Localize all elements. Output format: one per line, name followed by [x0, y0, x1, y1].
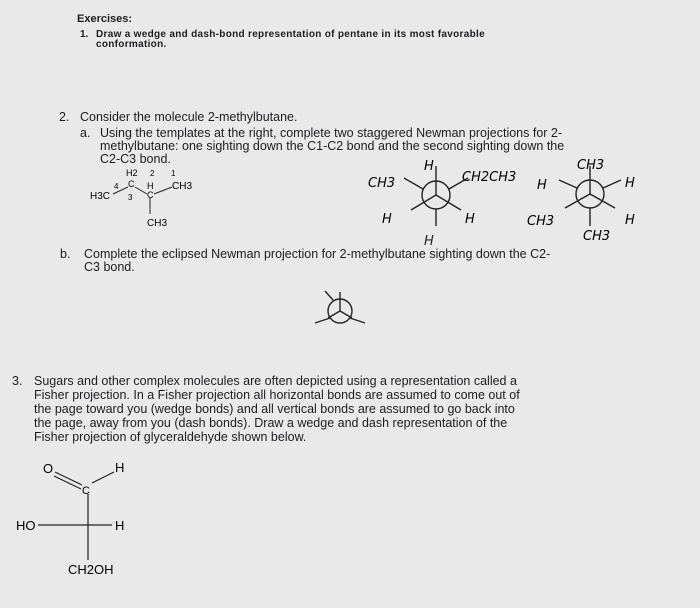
fisher-h-right: H [115, 518, 125, 533]
n1-top-center: H [424, 159, 434, 174]
newman-b-h-label: H [424, 234, 434, 249]
n2-bottom-left: CH3 [527, 214, 555, 229]
fisher-ho: HO [16, 518, 36, 533]
methylbutane-structure [84, 165, 219, 235]
c3-number: 3 [128, 193, 133, 202]
q2a-line3: C2-C3 bond. [100, 152, 171, 166]
fisher-o: O [43, 461, 54, 476]
n1-top-left: CH3 [368, 176, 396, 191]
q3-line4: the page, away from you (dash bonds). Draw a wedge and dash representation of the [34, 416, 508, 430]
q2a-label: a. [80, 126, 91, 140]
fisher-h-top: H [115, 460, 125, 475]
n2-bottom-right: H [625, 213, 635, 228]
q1-text-line1: Draw a wedge and dash-bond representation of pentane in its most favorable [96, 29, 485, 40]
h2-label: H2 [126, 168, 138, 178]
q2-prompt: Consider the molecule 2-methylbutane. [80, 110, 298, 124]
q3-line3: the page toward you (wedge bonds) and all vertical bonds are assumed to go back into [34, 402, 515, 416]
n2-left: H [537, 178, 547, 193]
n2-right: H [625, 176, 635, 191]
n1-right: CH2CH3 [462, 170, 517, 185]
q2b-line1: Complete the eclipsed Newman projection for 2-methylbutane sighting down the C2- [84, 247, 551, 261]
h3c-label: H3C [90, 191, 111, 202]
ch3-bottom-label: CH3 [147, 218, 168, 229]
fisher-c: C [82, 485, 90, 497]
c-mid-label: C [147, 190, 154, 200]
q1-number: 1. [80, 29, 89, 40]
q3-line5: Fisher projection of glyceraldehyde shown below. [34, 430, 307, 444]
c2-number: 2 [150, 169, 155, 178]
q3-number: 3. [12, 374, 23, 388]
n1-bottom-left: H [382, 212, 392, 227]
q2a-line2: methylbutane: one sighting down the C1-C2 bond and the second sighting down the [100, 139, 565, 153]
newman-projection-1 [360, 150, 530, 240]
exercises-title: Exercises: [77, 13, 133, 25]
ch3-right-label: CH3 [172, 181, 193, 192]
fisher-ch2oh: CH2OH [68, 562, 114, 577]
q2b-label: b. [60, 247, 71, 261]
n2-top: CH3 [577, 158, 605, 173]
q3-line1: Sugars and other complex molecules are often depicted using a representation called a [34, 374, 517, 388]
n2-bottom: CH3 [583, 229, 611, 242]
h-mid-label: H [147, 181, 154, 191]
c1-number: 1 [171, 169, 176, 178]
n1-bottom-right: H [465, 212, 475, 227]
q3-line2: Fisher projection. In a Fisher projection all horizontal bonds are assumed to come out of [34, 388, 520, 402]
q1-text-line2: conformation. [96, 39, 167, 50]
q2-number: 2. [59, 110, 70, 124]
newman-projection-2 [525, 152, 665, 242]
q2a-line1: Using the templates at the right, complete two staggered Newman projections for 2- [100, 126, 563, 140]
q2b-line2: C3 bond. [84, 260, 135, 274]
c-left-label: C [128, 179, 135, 189]
c4-number: 4 [114, 182, 119, 191]
fisher-projection-glyceraldehyde [10, 452, 160, 582]
eclipsed-newman-template [305, 286, 375, 336]
